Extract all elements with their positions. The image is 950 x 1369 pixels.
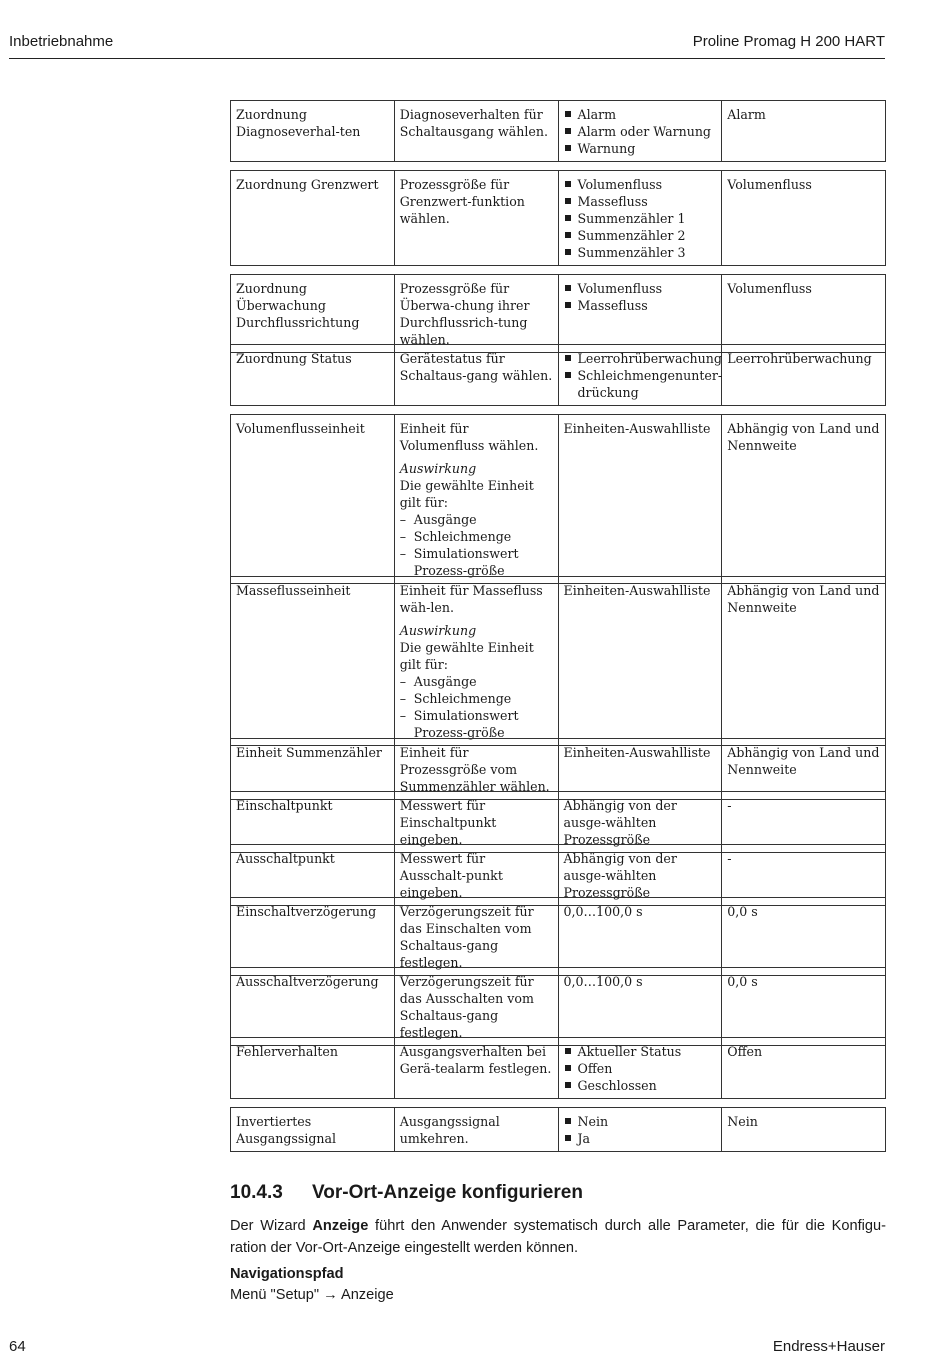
effect-block	[400, 460, 553, 579]
parameter-default: Abhängig von Land und Nennweite	[722, 415, 886, 584]
navigation-heading: Navigationspfad	[230, 1266, 344, 1282]
footer-brand: Endress+Hauser	[772, 1338, 885, 1355]
parameter-options: Einheiten-Auswahlliste	[558, 739, 722, 800]
option-item: Alarm	[564, 106, 717, 123]
option-list	[564, 280, 717, 314]
parameter-options	[558, 275, 722, 353]
parameter-name: Volumenflusseinheit	[231, 415, 395, 584]
option-item: Offen	[564, 1060, 717, 1077]
option-item: Summenzähler 1	[564, 210, 717, 227]
section-number: 10.4.3	[230, 1182, 283, 1203]
option-item: Volumenfluss	[564, 280, 717, 297]
effect-list	[400, 511, 553, 579]
table-row	[231, 577, 886, 746]
table-row	[231, 898, 886, 976]
parameter-name: Einschaltpunkt	[231, 792, 395, 853]
parameter-options: Einheiten-Auswahlliste	[558, 577, 722, 746]
option-list	[564, 350, 723, 401]
parameter-table	[230, 576, 886, 746]
parameter-name: Ausschaltverzögerung	[231, 968, 395, 1046]
parameter-table	[230, 1037, 886, 1099]
effect-item: – Ausgänge	[400, 511, 553, 528]
effect-item: – Simulationswert Prozess-größe	[400, 545, 553, 579]
parameter-default: 0,0 s	[722, 898, 886, 976]
parameter-description	[394, 968, 558, 1046]
parameter-table	[230, 967, 886, 1046]
effect-intro: Die gewählte Einheit gilt für:	[399, 478, 534, 510]
parameter-name: Zuordnung Überwachung Durchflussrichtung	[231, 275, 395, 353]
parameter-name: Zuordnung Status	[231, 345, 395, 406]
parameter-options: Abhängig von der ausge-wählten Prozessgröße	[558, 792, 722, 853]
description-text: Verzögerungszeit für das Einschalten vom Schaltaus-gang festlegen.	[399, 904, 534, 970]
parameter-default: Nein	[722, 1108, 886, 1152]
parameter-options: Einheiten-Auswahlliste	[558, 415, 722, 584]
description-text: Messwert für Ausschalt-punkt eingeben.	[399, 851, 503, 900]
parameter-name: Ausschaltpunkt	[231, 845, 395, 906]
parameter-options: 0,0…100,0 s	[558, 898, 722, 976]
parameter-options	[558, 1108, 722, 1152]
table-row	[231, 171, 886, 266]
description-text: Ausgangssignal umkehren.	[399, 1114, 500, 1146]
parameter-name: Zuordnung Diagnoseverhal-ten	[231, 101, 395, 162]
option-list	[564, 1043, 717, 1094]
paragraph-text-start: Der Wizard	[230, 1218, 313, 1234]
parameter-options	[558, 1038, 722, 1099]
parameter-default: -	[722, 792, 886, 853]
parameter-name: Invertiertes Ausgangssignal	[231, 1108, 395, 1152]
description-text: Gerätestatus für Schaltaus-gang wählen.	[399, 351, 553, 383]
parameter-table	[230, 344, 886, 406]
parameter-options	[558, 345, 722, 406]
description-text: Prozessgröße für Grenzwert-funktion wählen.	[399, 177, 525, 226]
option-list	[564, 1113, 717, 1147]
description-text: Ausgangsverhalten bei Gerä-tealarm festlegen.	[399, 1044, 552, 1076]
header-rule	[9, 58, 885, 59]
effect-item: – Ausgänge	[400, 673, 553, 690]
option-list	[564, 106, 717, 157]
navigation-path: Menü "Setup" → Anzeige	[230, 1287, 394, 1303]
table-row	[231, 101, 886, 162]
description-text: Einheit für Volumenfluss wählen.	[399, 421, 539, 453]
option-item: Alarm oder Warnung	[564, 123, 717, 140]
parameter-description	[394, 101, 558, 162]
wizard-name: Anzeige	[312, 1218, 369, 1234]
option-item: Ja	[564, 1130, 717, 1147]
parameter-options: 0,0…100,0 s	[558, 968, 722, 1046]
option-item: Leerrohrüberwachung	[564, 350, 717, 367]
option-item: Geschlossen	[564, 1077, 717, 1094]
option-item: Nein	[564, 1113, 717, 1130]
option-item: Volumenfluss	[564, 176, 717, 193]
table-row	[231, 275, 886, 353]
effect-item: – Simulationswert Prozess-größe	[400, 707, 553, 741]
parameter-options: Abhängig von der ausge-wählten Prozessgröße	[558, 845, 722, 906]
option-list	[564, 176, 717, 261]
parameter-options	[558, 171, 722, 266]
header-section-title: Inbetriebnahme	[9, 33, 114, 50]
parameter-name: Fehlerverhalten	[231, 1038, 395, 1099]
section-heading	[230, 1182, 583, 1204]
parameter-description	[394, 171, 558, 266]
option-item: Schleichmengenunter-drückung	[564, 367, 717, 401]
parameter-description	[394, 275, 558, 353]
table-row	[231, 1038, 886, 1099]
effect-item: – Schleichmenge	[400, 528, 553, 545]
parameter-description	[394, 1108, 558, 1152]
parameter-default: Leerrohrüberwachung	[722, 345, 886, 406]
parameter-name: Einschaltverzögerung	[231, 898, 395, 976]
effect-label: Auswirkung	[399, 623, 477, 638]
option-item: Summenzähler 2	[564, 227, 717, 244]
parameter-default: -	[722, 845, 886, 906]
parameter-table	[230, 1107, 886, 1152]
table-row	[231, 415, 886, 584]
parameter-table	[230, 170, 886, 266]
option-item: Warnung	[564, 140, 717, 157]
header-product-name: Proline Promag H 200 HART	[692, 33, 885, 50]
parameter-name: Einheit Summenzähler	[231, 739, 395, 800]
parameter-description	[394, 415, 558, 584]
parameter-default: 0,0 s	[722, 968, 886, 1046]
description-text: Verzögerungszeit für das Ausschalten vom Schaltaus-gang festlegen.	[399, 974, 534, 1040]
parameter-description	[394, 1038, 558, 1099]
table-row	[231, 968, 886, 1046]
description-text: Einheit für Massefluss wäh-len.	[399, 583, 543, 615]
parameter-default: Volumenfluss	[722, 275, 886, 353]
description-text: Diagnoseverhalten für Schaltausgang wählen.	[399, 107, 548, 139]
parameter-name: Masseflusseinheit	[231, 577, 395, 746]
option-item: Massefluss	[564, 193, 717, 210]
table-row	[231, 345, 886, 406]
effect-block	[400, 622, 553, 741]
parameter-default: Alarm	[722, 101, 886, 162]
parameter-description	[394, 345, 558, 406]
parameter-table	[230, 100, 886, 162]
description-text: Prozessgröße für Überwa-chung ihrer Durchflussrich-tung wählen.	[399, 281, 530, 347]
effect-label: Auswirkung	[399, 461, 477, 476]
section-paragraph	[230, 1216, 886, 1259]
parameter-table	[230, 414, 886, 584]
effect-item: – Schleichmenge	[400, 690, 553, 707]
option-item: Summenzähler 3	[564, 244, 717, 261]
page-number: 64	[9, 1338, 26, 1355]
section-title: Vor-Ort-Anzeige konfigurieren	[312, 1182, 583, 1203]
parameter-default: Abhängig von Land und Nennweite	[722, 577, 886, 746]
parameter-table	[230, 274, 886, 353]
option-item: Massefluss	[564, 297, 717, 314]
option-item: Aktueller Status	[564, 1043, 717, 1060]
parameter-table	[230, 897, 886, 976]
parameter-description	[394, 577, 558, 746]
parameter-options	[558, 101, 722, 162]
parameter-default: Abhängig von Land und Nennweite	[722, 739, 886, 800]
parameter-name: Zuordnung Grenzwert	[231, 171, 395, 266]
paragraph-text-end: führt den Anwender systematisch durch alle Parameter, die für die Konfigu-ration der Vor-Ort-Anzeige eingestellt werden können.	[230, 1218, 887, 1256]
parameter-default: Volumenfluss	[722, 171, 886, 266]
effect-list	[400, 673, 553, 741]
description-text: Messwert für Einschaltpunkt eingeben.	[399, 798, 497, 847]
parameter-description	[394, 898, 558, 976]
effect-intro: Die gewählte Einheit gilt für:	[399, 640, 534, 672]
parameter-default: Offen	[722, 1038, 886, 1099]
table-row	[231, 1108, 886, 1152]
description-text: Einheit für Prozessgröße vom Summenzähler wählen.	[399, 745, 550, 794]
